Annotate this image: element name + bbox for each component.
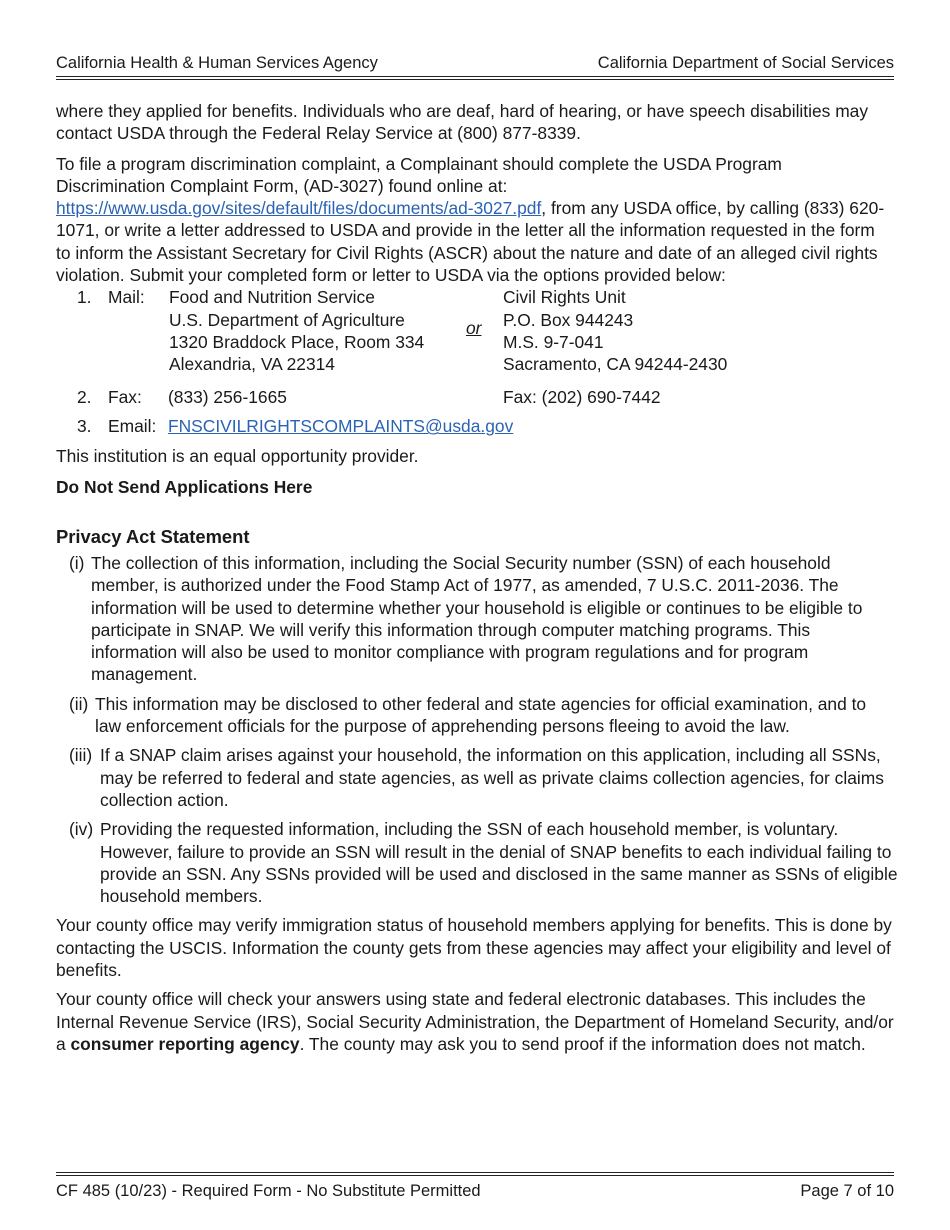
fax-label: Fax: [108, 387, 142, 408]
ad-3027-link[interactable]: https://www.usda.gov/sites/default/files/documents/ad-3027.pdf [56, 198, 542, 219]
address-line: P.O. Box 944243 [503, 309, 634, 330]
page-header [56, 52, 894, 74]
mail-address-fns [169, 286, 424, 375]
fax-number: 2. [77, 387, 92, 408]
header-agency: California Health & Human Services Agency [56, 54, 378, 72]
page-number: Page 7 of 10 [800, 1182, 894, 1200]
item-number: (iii) [69, 745, 93, 766]
footer-rule [56, 1172, 894, 1176]
header-rule [56, 76, 894, 80]
address-line: Sacramento, CA 94244-2430 [503, 354, 728, 375]
complaint-paragraph [56, 153, 894, 287]
email-label: Email: [108, 416, 157, 437]
consumer-reporting-agency: consumer reporting agency [70, 1033, 300, 1054]
databases-text-1: Your county office will check your answers using state and federal electronic databases. This includes the Internal Revenue Service (IRS), Social Security Administration, the Department of Homeland Security, and/or a [56, 989, 894, 1054]
page-body [56, 100, 898, 1055]
address-line: Civil Rights Unit [503, 287, 626, 308]
address-line: Alexandria, VA 22314 [169, 354, 335, 375]
privacy-heading: Privacy Act Statement [56, 525, 250, 547]
privacy-item-i [56, 552, 894, 686]
equal-opportunity-statement: This institution is an equal opportunity provider. [56, 446, 419, 467]
mail-address-cdss [503, 286, 727, 375]
item-number: (ii) [69, 693, 89, 714]
address-line: 1320 Braddock Place, Room 334 [169, 331, 425, 352]
item-number: (iv) [69, 819, 94, 840]
privacy-item-text: The collection of this information, including the Social Security number (SSN) of each household member, is authorized under the Food Stamp Act of 1977, as amended, 7 U.S.C. 2011-2036. The information will be used to determine whether your household is eligible or continues to be eligible to participate in SNAP. We will verify this information through computer matching programs. This information will also be used to monitor compliance with program regulations and for program management. [91, 552, 863, 685]
intro-paragraph: where they applied for benefits. Individuals who are deaf, hard of hearing, or have speech disabilities may contact USDA through the Federal Relay Service at (800) 877-8339. [56, 101, 869, 144]
privacy-item-ii [56, 693, 894, 738]
item-number: (i) [69, 552, 85, 573]
mail-label: Mail: [108, 287, 145, 308]
databases-text-2: . The county may ask you to send proof if the information does not match. [299, 1033, 866, 1054]
privacy-item-text: Providing the requested information, including the SSN of each household member, is voluntary. However, failure to provide an SSN will result in the denial of SNAP benefits to each individual failing to provide an SSN. Any SSNs provided will be used and disclosed in the same manner as SSNs of eligible household members. [100, 819, 898, 907]
email-link[interactable]: FNSCIVILRIGHTSCOMPLAINTS@usda.gov [168, 416, 514, 437]
or-separator: or [466, 318, 482, 339]
privacy-item-text: If a SNAP claim arises against your household, the information on this application, including all SSNs, may be referred to federal and state agencies, as well as private claims collection agencies, for claims collection action. [100, 745, 884, 810]
header-department: California Department of Social Services [597, 54, 894, 72]
privacy-item-text: This information may be disclosed to other federal and state agencies for official examination, and to law enforcement officials for the purpose of apprehending persons fleeing to avoid the law. [95, 693, 867, 737]
complaint-text-2: , from any USDA office, by calling (833) 620-1071, or write a letter addressed to USDA and provide in the letter all the information requested in the form to inform the Assistant Secretary for Civil Rights (ASCR) about the nature and date of an alleged civil rights violation. Submit your completed form or letter to USDA via the options provided below: [56, 198, 885, 286]
contact-options [56, 286, 894, 467]
address-line: M.S. 9-7-041 [503, 331, 604, 352]
complaint-text-1: To file a program discrimination complaint, a Complainant should complete the USDA Program Discrimination Complaint Form, (AD-3027) found online at: [56, 153, 782, 196]
do-not-send-notice: Do Not Send Applications Here [56, 477, 313, 498]
privacy-item-iv [56, 818, 898, 907]
privacy-item-iii [56, 744, 894, 811]
immigration-paragraph: Your county office may verify immigration status of household members applying for benefits. This is done by contacting the USCIS. Information the county gets from these agencies may affect your eligibility and level of benefits. [56, 915, 892, 981]
fax-usda: (833) 256-1665 [168, 387, 287, 408]
fax-cdss: Fax: (202) 690-7442 [503, 387, 661, 408]
address-line: Food and Nutrition Service [169, 287, 375, 308]
mail-number: 1. [77, 287, 92, 308]
email-number: 3. [77, 416, 92, 437]
databases-paragraph [56, 988, 894, 1055]
address-line: U.S. Department of Agriculture [169, 309, 405, 330]
form-number: CF 485 (10/23) - Required Form - No Substitute Permitted [56, 1182, 481, 1200]
